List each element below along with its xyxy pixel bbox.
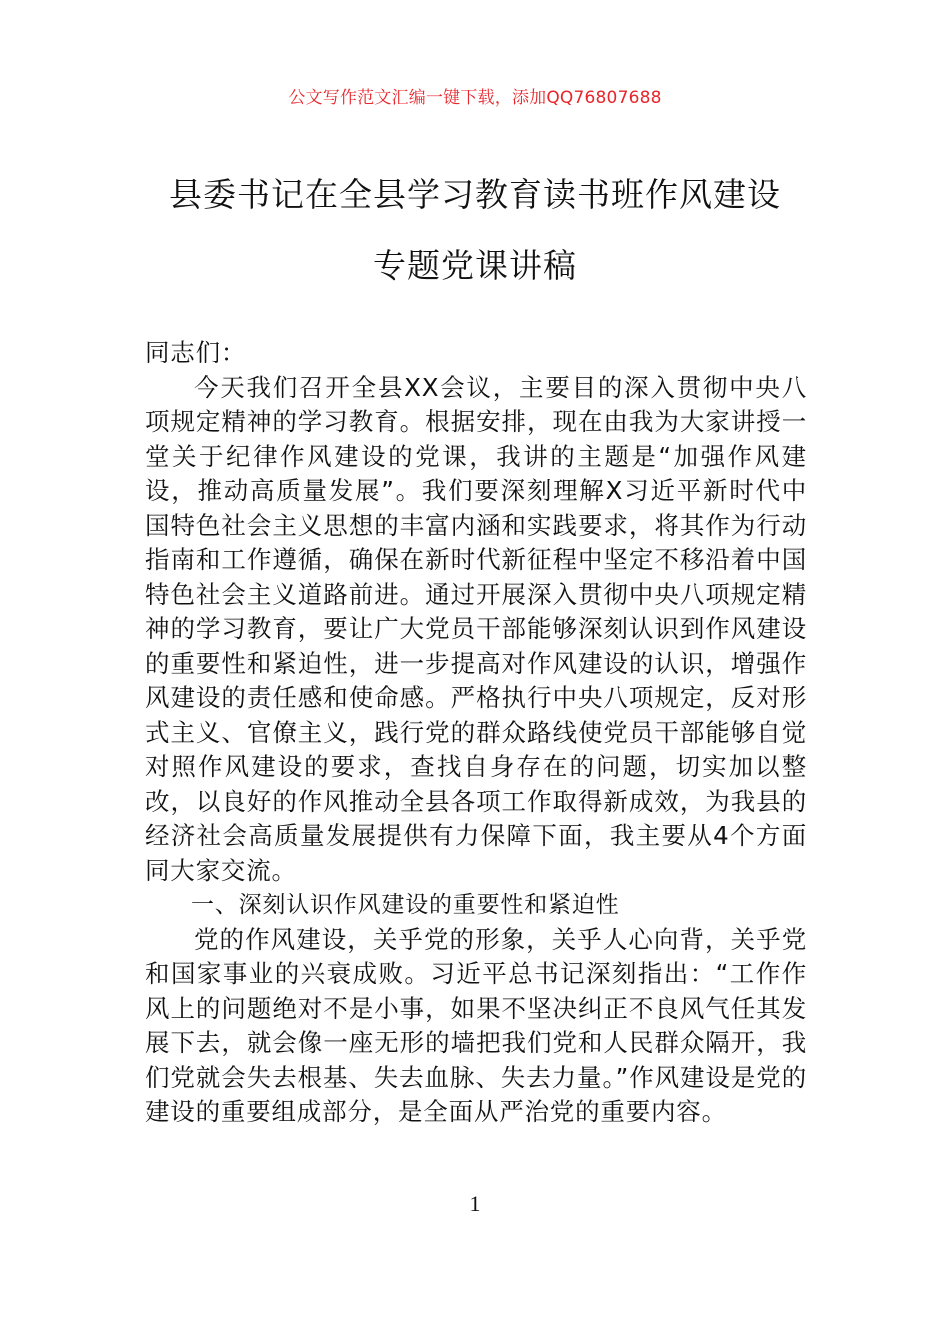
document-title-line-2: 专题党课讲稿 [373,246,577,285]
salutation: 同志们： [145,338,247,367]
page-number: 1 [469,1191,481,1216]
section-heading-1: 一、深刻认识作风建设的重要性和紧迫性 [191,892,620,918]
watermark-banner: 公文写作范文汇编一键下载，添加QQ76807688 [288,88,662,108]
document-body [145,336,807,1130]
intro-paragraph: 今天我们召开全县XX会议，主要目的深入贯彻中央八项规定精神的学习教育。根据安排，现在由我为大家讲授一堂关于纪律作风建设的党课，我讲的主题是“加强作风建设，推动高质量发展”。我们要深刻理解X习近平新时代中国特色社会主义思想的丰富内涵和实践要求，将其作为行动指南和工作遵循，确保在新时代新征程中坚定不移沿着中国特色社会主义道路前进。通过开展深入贯彻中央八项规定精神的学习教育，要让广大党员干部能够深刻认识到作风建设的重要性和紧迫性，进一步提高对作风建设的认识，增强作风建设的责任感和使命感。严格执行中央八项规定，反对形式主义、官僚主义，践行党的群众路线使党员干部能够自觉对照作风建设的要求，查找自身存在的问题，切实加以整改，以良好的作风推动全县各项工作取得新成效，为我县的经济社会高质量发展提供有力保障下面，我主要从4个方面同大家交流。 [145,372,807,885]
section-paragraph-1: 党的作风建设，关乎党的形象，关乎人心向背，关乎党和国家事业的兴衰成败。习近平总书记深刻指出：“工作作风上的问题绝对不是小事，如果不坚决纠正不良风气任其发展下去，就会像一座无形的墙把我们党和人民群众隔开，我们党就会失去根基、失去血脉、失去力量。”作风建设是党的建设的重要组成部分，是全面从严治党的重要内容。 [145,924,807,1126]
document-title-line-1: 县委书记在全县学习教育读书班作风建设 [169,175,781,214]
